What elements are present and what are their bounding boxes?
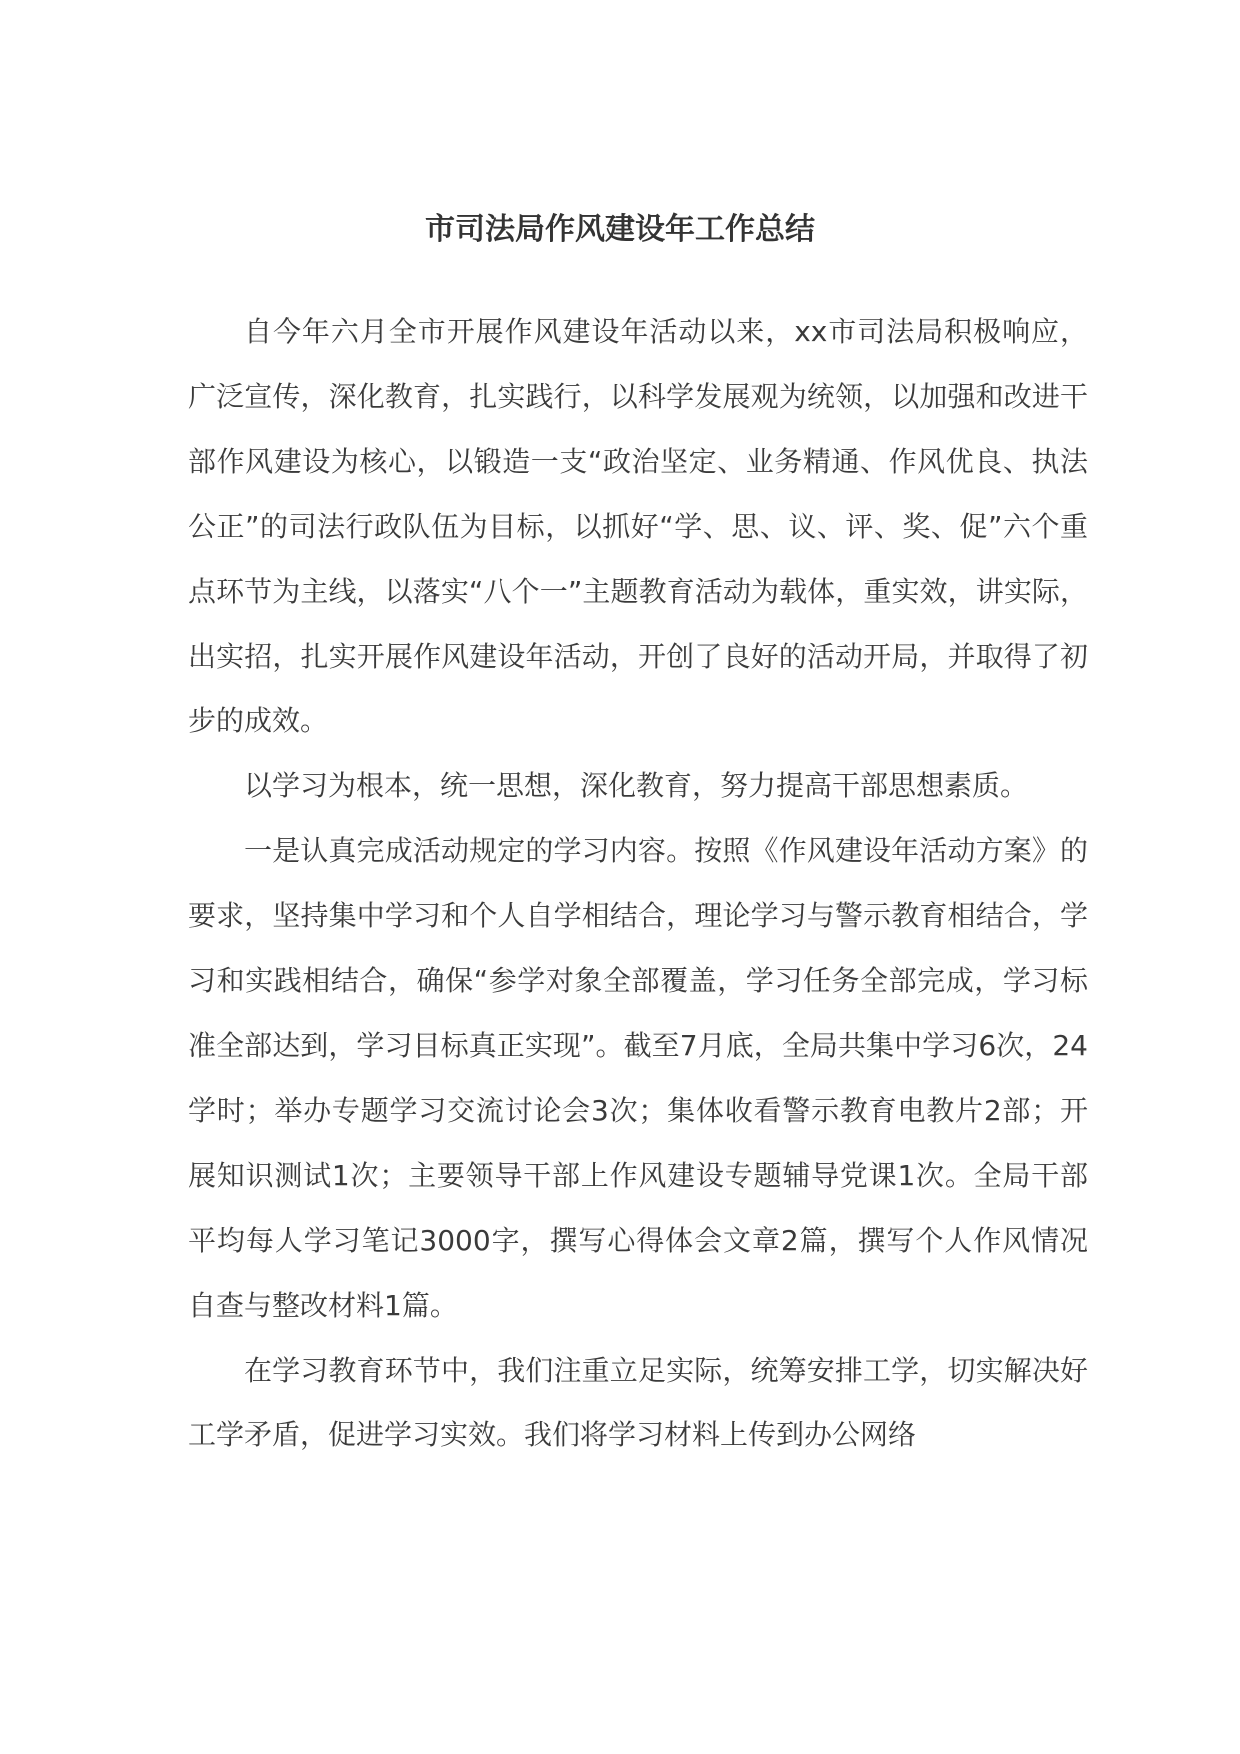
paragraph-section-heading: 以学习为根本，统一思想，深化教育，努力提高干部思想素质。 — [244, 769, 1029, 803]
paragraph-intro: 自今年六月全市开展作风建设年活动以来，xx市司法局积极响应，广泛宣传，深化教育，扎实践行，以科学发展观为统领，以加强和改进干部作风建设为核心，以锻造一支“政治坚定、业务精通、作风优良、执法公正”的司法行政队伍为目标，以抓好“学、思、议、评、奖、促”六个重点环节为主线，以落实“八个一”主题教育活动为载体，重实效，讲实际，出实招，扎实开展作风建设年活动，开创了良好的活动开局，并取得了初步的成效。 — [188, 315, 1088, 738]
document-title: 市司法局作风建设年工作总结 — [425, 212, 815, 247]
paragraph-study-practice: 在学习教育环节中，我们注重立足实际，统筹安排工学，切实解决好工学矛盾，促进学习实效。我们将学习材料上传到办公网络 — [188, 1353, 1088, 1452]
document-body — [188, 300, 1088, 1468]
paragraph-study-content: 一是认真完成活动规定的学习内容。按照《作风建设年活动方案》的要求，坚持集中学习和个人自学相结合，理论学习与警示教育相结合，学习和实践相结合，确保“参学对象全部覆盖，学习任务全部完成，学习标准全部达到，学习目标真正实现”。截至7月底，全局共集中学习6次，24学时；举办专题学习交流讨论会3次；集体收看警示教育电教片2部；开展知识测试1次；主要领导干部上作风建设专题辅导党课1次。全局干部平均每人学习笔记3000字，撰写心得体会文章2篇，撰写个人作风情况自查与整改材料1篇。 — [188, 834, 1088, 1322]
